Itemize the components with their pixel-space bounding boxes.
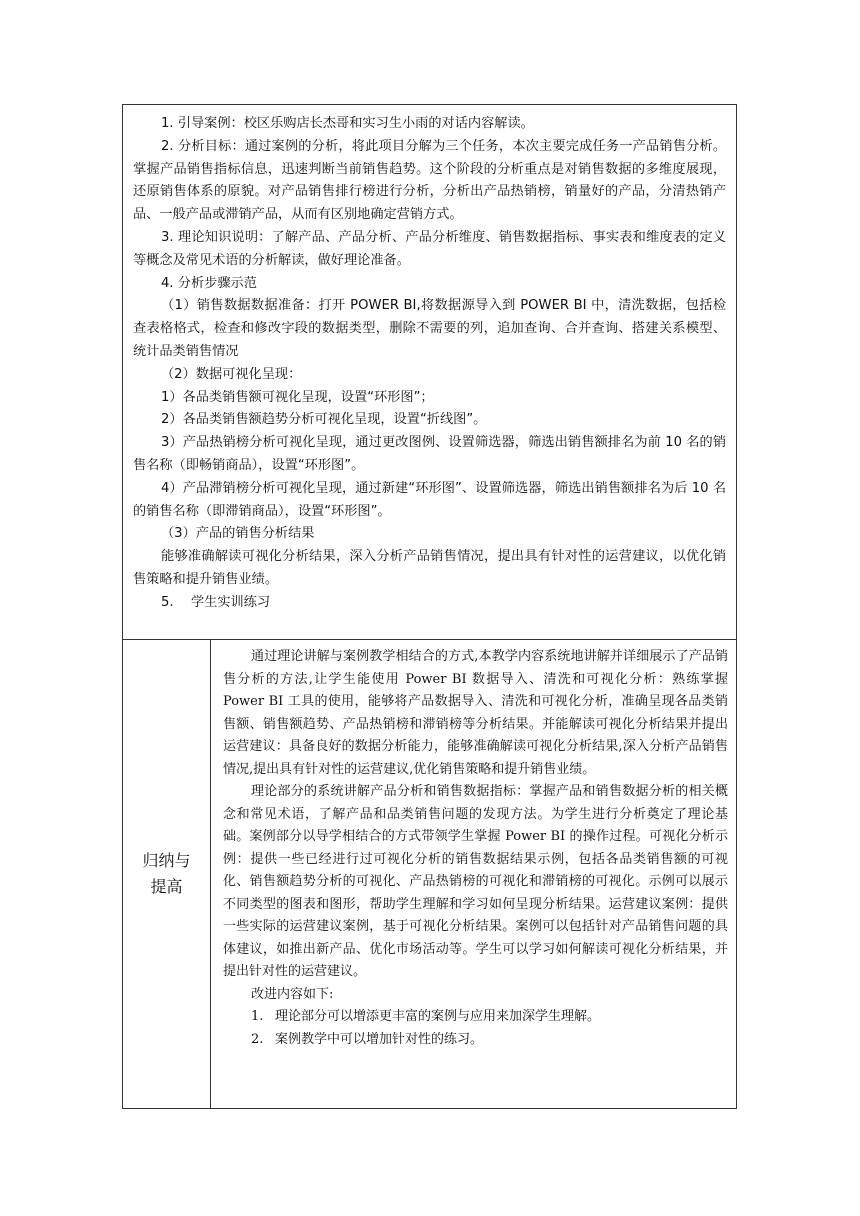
improvement-item-2 [223,1029,728,1052]
step2-item4: 4）产品滞销榜分析可视化呈现，通过新建“环形图”、设置筛选器，筛选出销售额排名为后 10 名的销售名称（即滞销商品），设置“环形图”。 [133,480,727,519]
summary-content-cell [211,640,737,1109]
analysis-goal-paragraph: 2. 分析目标：通过案例的分析，将此项目分解为三个任务，本次主要完成任务一产品销售分析。掌握产品销售指标信息，迅速判断当前销售趋势。这个阶段的分析重点是对销售数据的多维度展现，还原销售体系的原貌。对产品销售排行榜进行分析，分析出产品热销榜，销量好的产品，分清热销产品、一般产品或滞销产品，从而有区别地确定营销方式。 [133,138,727,223]
step2-heading: （2）数据可视化呈现： [161,366,302,382]
step3-paragraph: 能够准确解读可视化分析结果，深入分析产品销售情况，提出具有针对性的运营建议，以优化销售策略和提升销售业绩。 [133,549,727,587]
step2-item2: 2）各品类销售额趋势分析可视化呈现，设置“折线图”。 [161,412,487,428]
summary-label-cell [123,640,211,1109]
improvement-heading: 改进内容如下: [251,986,334,1002]
step3-heading: （3）产品的销售分析结果 [161,526,315,542]
guide-case-paragraph: 1. 引导案例：校区乐购店长杰哥和实习生小雨的对话内容解读。 [161,116,534,131]
improvement-item-1 [223,1006,728,1029]
teaching-process-cell [123,105,737,640]
improvement-item-2-text: 案例教学中可以增加针对性的练习。 [275,1031,484,1047]
summary-label-line2: 提高 [150,877,183,896]
lesson-plan-table [122,104,737,1109]
theory-paragraph: 3. 理论知识说明：了解产品、产品分析、产品分析维度、销售数据指标、事实表和维度表的定义等概念及常见术语的分析解读，做好理论准备。 [133,229,727,268]
summary-paragraph-1: 通过理论讲解与案例教学相结合的方式,本教学内容系统地讲解并详细展示了产品销售分析的方法,让学生能使用 Power BI 数据导入、清洗和可视化分析：熟练掌握 Power BI 工具的使用，能够将产品数据导入、清洗和可视化分析，准确呈现各品类销售额、销售额趋势、产品热销榜和滞销榜等分析结果。并能解读可视化分析结果并提出运营建议：具备良好的数据分析能力，能够准确解读可视化分析结果,深入分析产品销售情况,提出具有针对性的运营建议,优化销售策略和提升销售业绩。 [223,649,729,777]
step2-item1: 1）各品类销售额可视化呈现，设置“环形图”； [161,389,434,405]
steps-heading: 4. 分析步骤示范 [161,275,257,291]
summary-label-line1: 归纳与 [142,851,191,870]
teaching-process-row [123,105,737,640]
step2-item3: 3）产品热销榜分析可视化呈现，通过更改图例、设置筛选器，筛选出销售额排名为前 10 名的销售名称（即畅销商品），设置“环形图”。 [133,435,727,473]
improvement-item-1-text: 理论部分可以增添更丰富的案例与应用来加深学生理解。 [275,1009,601,1024]
practice-heading: 5. 学生实训练习 [161,594,271,610]
summary-paragraph-2: 理论部分的系统讲解产品分析和销售数据指标：掌握产品和销售数据分析的相关概念和常见术语，了解产品和品类销售问题的发现方法。为学生进行分析奠定了理论基础。案例部分以导学相结合的方式带领学生掌握 Power BI 的操作过程。可视化分析示例：提供一些已经进行过可视化分析的销售数据结果示例，包括各品类销售额的可视化、销售额趋势分析的可视化、产品热销榜的可视化和滞销榜的可视化。示例可以展示不同类型的图表和图形，帮助学生理解和学习如何呈现分析结果。运营建议案例：提供一些实际的运营建议案例，基于可视化分析结果。案例可以包括针对产品销售问题的具体建议，如推出新产品、优化市场活动等。学生可以学习如何解读可视化分析结果，并提出针对性的运营建议。 [223,784,729,979]
improvement-item-1-num: 1. [251,1009,264,1024]
improvement-item-2-num: 2. [251,1031,264,1047]
summary-row [123,640,737,1109]
step1-paragraph: （1）销售数据数据准备：打开 POWER BI,将数据源导入到 POWER BI 中，清洗数据，包括检查表格格式，检查和修改字段的数据类型，删除不需要的列，追加查询、合并查询、搭建关系模型、统计品类销售情况 [133,298,727,359]
